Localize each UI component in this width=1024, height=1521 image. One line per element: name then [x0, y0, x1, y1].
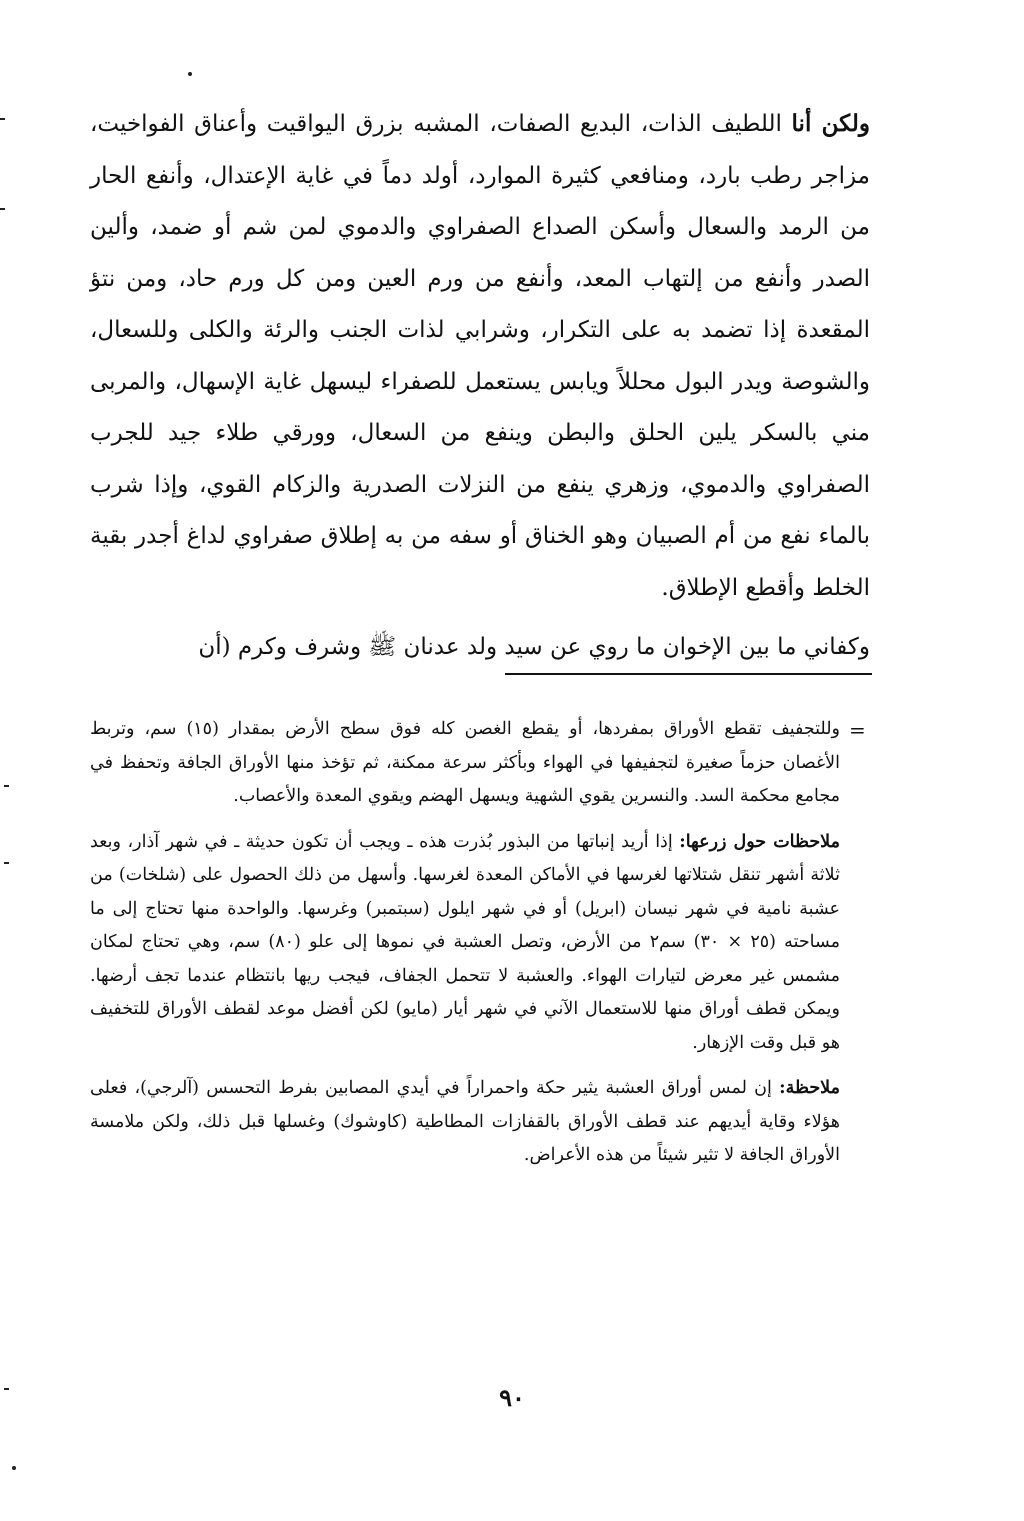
- footnote-continuation-mark: =: [849, 718, 866, 742]
- paragraph-body: اللطيف الذات، البديع الصفات، المشبه بزرق اليواقيت وأعناق الفواخيت، مزاجر رطب بارد، ومنافعي كثيرة الموارد، أولد دماً في غاية الإعتدال، وأنفع الحار من الرمد والسعال وأسكن الصداع الصفراوي والدموي لمن شم أو ضمد، وألين الصدر وأنفع من إلتهاب المعد، وأنفع من ورم العين ومن كل ورم حاد، ومن نتؤ المقعدة إذا تضمد به على التكرار، وشرابي لذات الجنب والرئة والكلى وللسعال، والشوصة ويدر البول محللاً ويابس يستعمل للصفراء ليسهل غاية الإسهال، والمربى مني بالسكر يلين الحلق والبطن وينفع من السعال، وورقي طلاء جيد للجرب الصفراوي والدموي، وزهري ينفع من النزلات الصدرية والزكام القوي، وإذا شرب بالماء نفع من أم الصبيان وهو الخناق أو سفه من به إطلاق صفراوي لداغ أجدر بقية الخلط وأقطع الإطلاق.: [90, 111, 870, 601]
- main-paragraph: [90, 622, 870, 674]
- page-number: ٩٠: [499, 1383, 525, 1412]
- paragraph-body: وكفاني ما بين الإخوان ما روي عن سيد ولد عدنان ﷺ وشرف وكرم (أن: [198, 634, 870, 660]
- footnote-paragraph: [90, 713, 840, 814]
- footnote-lead: ملاحظة:: [779, 1078, 840, 1098]
- margin-tick: [4, 1388, 9, 1390]
- margin-tick: [0, 118, 5, 120]
- paragraph-lead: ولكن أنا: [791, 110, 871, 137]
- footnote-paragraph: [90, 1072, 840, 1173]
- margin-tick: [0, 208, 5, 210]
- footnote-separator: [505, 673, 872, 675]
- margin-tick: [4, 785, 9, 787]
- scan-speck: [188, 72, 192, 76]
- footnote-body: إذا أريد إنباتها من البذور بُذرت هذه ـ ويجب أن تكون حديثة ـ في شهر آذار، وبعد ثلاثة أشهر تنقل شتلاتها لغرسها في الأماكن المعدة لغرسها. وأسهل من ذلك الحصول على (شلخات) من عشبة نامية في شهر نيسان (ابريل) أو في شهر ايلول (سبتمبر) وغرسها. والواحدة منها تحتاج إلى ما مساحته (٢٥ × ٣٠) سم٢ من الأرض، وتصل العشبة في نموها إلى علو (٨٠) سم، وهي تحتاج لمكان مشمس غير معرض لتيارات الهواء. والعشبة لا تتحمل الجفاف، فيجب ريها بانتظام عندما تجف أرضها. ويمكن قطف أوراق منها للاستعمال الآني في شهر أيار (مايو) لكن أفضل موعد لقطف الأوراق للتخفيف هو قبل وقت الإزهار.: [90, 831, 840, 1053]
- scan-speck: [12, 1466, 16, 1470]
- footnote-paragraph: [90, 826, 840, 1061]
- main-paragraph: [90, 98, 870, 614]
- main-text: [90, 98, 870, 674]
- footnote-body: وللتجفيف تقطع الأوراق بمفردها، أو يقطع الغصن كله فوق سطح الأرض بمقدار (١٥) سم، وتربط الأغصان حزماً صغيرة لتجفيفها في الهواء وبأكثر سرعة ممكنة، ثم تؤخذ منها الأوراق الجافة وتحفظ في مجامع محكمة السد. والنسرين يقوي الشهية ويسهل الهضم ويقوي المعدة والأعصاب.: [90, 719, 840, 806]
- footnote-lead: ملاحظات حول زرعها:: [679, 831, 840, 852]
- footnote-body: إن لمس أوراق العشبة يثير حكة واحمراراً في أيدي المصابين بفرط التحسس (آلرجي)، فعلى هؤلاء وقاية أيديهم عند قطف الأوراق بالقفازات المطاطية (كاوشوك) وغسلها قبل ذلك، ولكن ملامسة الأوراق الجافة لا تثير شيئاً من هذه الأعراض.: [90, 1078, 840, 1165]
- footnotes: [90, 713, 840, 1173]
- margin-tick: [4, 862, 9, 864]
